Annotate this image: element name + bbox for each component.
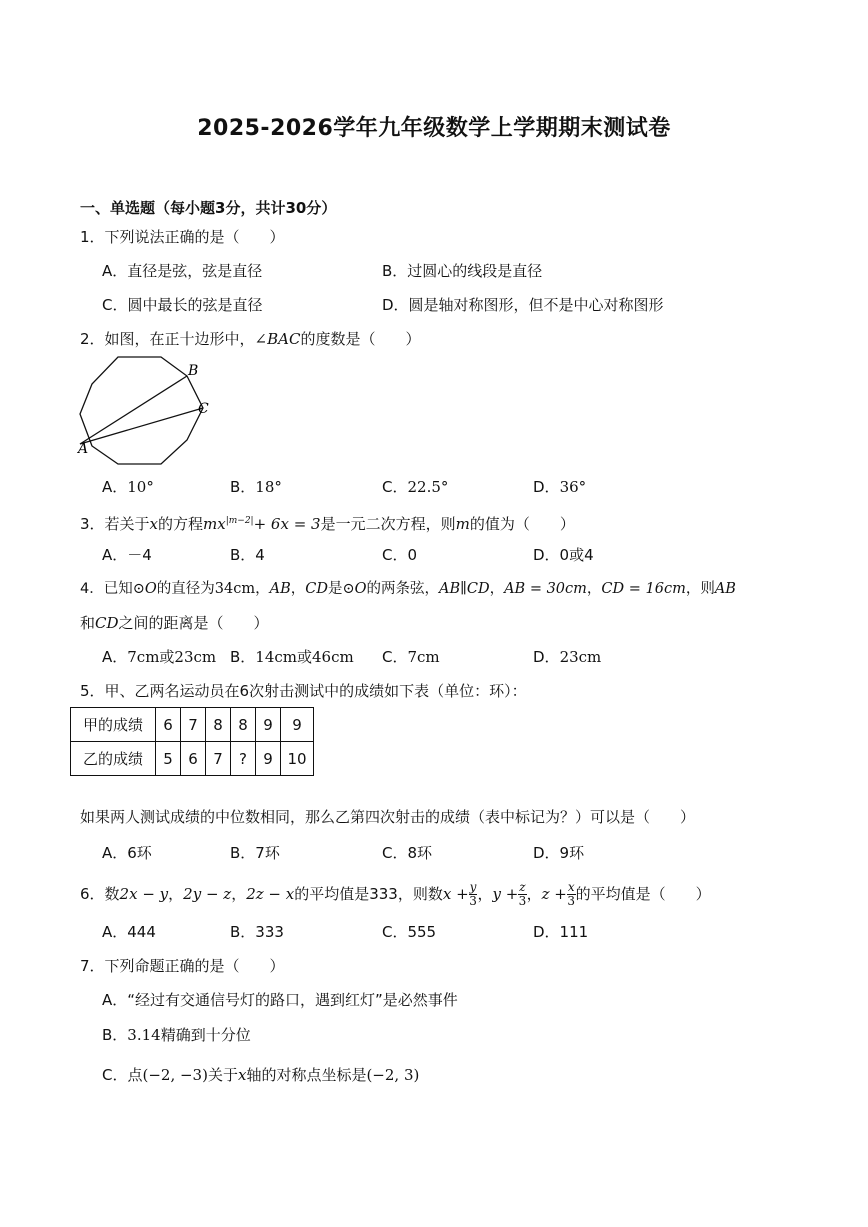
q6-stem: [80, 878, 711, 910]
table-row-yi: [71, 742, 314, 776]
q4-text-2: 的直径为: [156, 581, 215, 597]
row-label: 甲的成绩: [71, 708, 156, 742]
q3-equation-exponent: |m−2|: [225, 516, 254, 526]
q7-option-c-text1: 关于: [207, 1066, 238, 1084]
row-label: 乙的成绩: [71, 742, 156, 776]
q7-point-1: (−2, −3): [142, 1066, 208, 1084]
q2-option-b-value: 18°: [255, 478, 282, 496]
q1-option-a: A．直径是弦，弦是直径: [102, 262, 263, 280]
q3-equation-base: mx: [203, 515, 226, 533]
table-cell: 7: [181, 708, 206, 742]
q4-option-d-label: D．: [533, 648, 560, 666]
vertex-label-a: A: [78, 441, 89, 457]
section-heading: 一、单选题（每小题3分，共计30分）: [80, 199, 337, 217]
q2-option-d-label: D．: [533, 478, 560, 496]
q4-stem-line2: [80, 613, 269, 633]
q4-cd-length: CD = 16cm: [601, 581, 686, 597]
q6-frac3-den: 3: [567, 894, 576, 908]
q6-sep-4: ，: [526, 885, 542, 903]
q7-option-a: A．“经过有交通信号灯的路口，遇到红灯”是必然事件: [102, 991, 458, 1009]
q2-option-a: [102, 477, 154, 497]
q7-option-b-text: 精确到十分位: [160, 1026, 251, 1044]
q7-stem: 7．下列命题正确的是（ ）: [80, 957, 285, 975]
q7-point-2: (−2, 3): [366, 1066, 420, 1084]
q4-text-5: 是: [327, 581, 343, 597]
q3-stem-post: 的值为（ ）: [469, 515, 575, 533]
q2-option-a-value: 10°: [127, 478, 154, 496]
q5-stem: 5．甲、乙两名运动员在6次射击测试中的成绩如下表（单位：环）：: [80, 682, 527, 700]
decagon-shape: [80, 357, 203, 464]
q4-option-b-label: B．: [230, 648, 256, 666]
vertex-label-b: B: [188, 363, 199, 379]
q6-sep-3: ，: [477, 885, 493, 903]
q4-chord-cd: CD: [305, 581, 328, 597]
q7-var-x: x: [237, 1066, 247, 1084]
q4-line2-post: 之间的距离是（ ）: [118, 614, 269, 632]
q4-chord-ab: AB: [269, 581, 291, 597]
q7-option-c-label: C．点: [102, 1066, 143, 1084]
q6-expr-2: 2y − z: [183, 885, 232, 903]
q4-chord-cd-2: CD: [95, 614, 119, 632]
q2-stem-pre: 2．如图，在正十边形中，: [80, 330, 255, 348]
q4-text-9: ，则: [685, 581, 715, 597]
q3-stem-mid2: 是一元二次方程，则: [320, 515, 456, 533]
q6-sep-2: ，: [231, 885, 247, 903]
q4-option-b: [230, 647, 354, 667]
q6-option-a: A．444: [102, 923, 156, 941]
q6-option-c: C．555: [382, 923, 437, 941]
q3-option-d: D．0或4: [533, 546, 594, 564]
q5-option-b: B．7环: [230, 844, 280, 862]
q4-circle-o: ⊙O: [132, 581, 157, 597]
q2-stem: [80, 329, 420, 349]
q4-option-a-value: 7cm或23cm: [127, 648, 217, 666]
q4-text-3: ，: [255, 581, 270, 597]
q2-option-d: [533, 477, 586, 497]
q4-text-1: 4．已知: [80, 581, 133, 597]
q5-option-a: A．6环: [102, 844, 152, 862]
q5-option-d: D．9环: [533, 844, 585, 862]
q6-text-3: 的平均值是（ ）: [575, 885, 711, 903]
scores-table: [70, 707, 314, 776]
q6-frac1-den: 3: [469, 894, 477, 908]
q1-option-b: B．过圆心的线段是直径: [382, 262, 543, 280]
q1-option-c: C．圆中最长的弦是直径: [102, 296, 263, 314]
table-cell: 8: [206, 708, 231, 742]
table-row-jia: [71, 708, 314, 742]
q3-option-c: C．0: [382, 546, 418, 564]
q7-option-b-label: B．: [102, 1026, 128, 1044]
q2-stem-post: 的度数是（ ）: [300, 330, 421, 348]
q4-line2-pre: 和: [80, 614, 96, 632]
q3-equation-rest: + 6x = 3: [253, 515, 321, 533]
q6-frac2-den: 3: [518, 894, 527, 908]
q3-var-x: x: [149, 515, 159, 533]
q6-sep-1: ，: [168, 885, 184, 903]
q2-option-b-label: B．: [230, 478, 256, 496]
q7-option-c-text2: 轴的对称点坐标是: [246, 1066, 367, 1084]
q6-fraction-3: [567, 881, 576, 908]
q4-option-a-label: A．: [102, 648, 128, 666]
q4-option-c: [382, 647, 440, 667]
q4-text-4: ，: [290, 581, 306, 597]
q6-frac2-num: z: [519, 880, 526, 894]
q3-stem: [80, 511, 575, 534]
table-cell: 9: [281, 708, 314, 742]
table-cell: 8: [231, 708, 256, 742]
q4-text-7: ，: [489, 581, 505, 597]
table-cell: 9: [256, 742, 281, 776]
q6-frac2-pre: y +: [492, 885, 519, 903]
q5-after-text: 如果两人测试成绩的中位数相同，那么乙第四次射击的成绩（表中标记为？）可以是（ ）: [80, 808, 696, 826]
q6-frac1-pre: x +: [442, 885, 469, 903]
q2-option-c: [382, 477, 448, 497]
q2-option-c-label: C．: [382, 478, 408, 496]
q6-text-2: 的平均值是333，则数: [294, 885, 443, 903]
q4-parallel: AB∥CD: [439, 581, 490, 597]
q4-option-a: [102, 647, 216, 667]
table-cell: 9: [256, 708, 281, 742]
vertex-label-c: C: [198, 401, 209, 417]
q4-text-6: 的两条弦，: [366, 581, 440, 597]
q7-option-b: [102, 1025, 251, 1045]
q6-option-d: D．111: [533, 923, 589, 941]
q4-circle-o-2: ⊙O: [342, 581, 367, 597]
q6-frac3-pre: z +: [541, 885, 567, 903]
table-cell: 6: [181, 742, 206, 776]
q4-ab-length: AB = 30cm: [504, 581, 587, 597]
q6-text-1: 6．数: [80, 885, 120, 903]
q6-expr-3: 2z − x: [246, 885, 295, 903]
q2-option-b: [230, 477, 282, 497]
table-cell: ?: [231, 742, 256, 776]
q2-option-d-value: 36°: [559, 478, 587, 496]
q4-diameter: 34cm: [214, 581, 256, 597]
q4-option-d-value: 23cm: [559, 648, 602, 666]
q4-option-b-value: 14cm或46cm: [255, 648, 354, 666]
q4-chord-ab-2: AB: [714, 581, 736, 597]
q4-text-8: ，: [586, 581, 602, 597]
table-cell: 10: [281, 742, 314, 776]
q1-option-d: D．圆是轴对称图形，但不是中心对称图形: [382, 296, 664, 314]
segment-ac: [80, 408, 203, 444]
q5-option-c: C．8环: [382, 844, 433, 862]
table-cell: 5: [156, 742, 181, 776]
q6-frac1-num: y: [469, 880, 477, 894]
q6-option-b: B．333: [230, 923, 284, 941]
q2-option-a-label: A．: [102, 478, 128, 496]
decagon-figure: [74, 352, 224, 472]
q7-option-c: [102, 1065, 419, 1085]
q4-option-c-label: C．: [382, 648, 408, 666]
q2-option-c-value: 22.5°: [407, 478, 449, 496]
q3-option-b: B．4: [230, 546, 265, 564]
page-title: 2025-2026学年九年级数学上学期期末测试卷: [197, 116, 671, 141]
q3-option-a: A．－4: [102, 546, 152, 564]
q7-option-b-number: 3.14: [127, 1026, 161, 1044]
q4-option-d: [533, 647, 601, 667]
q3-stem-mid1: 的方程: [158, 515, 204, 533]
table-cell: 6: [156, 708, 181, 742]
q6-expr-1: 2x − y: [119, 885, 169, 903]
q1-stem: 1．下列说法正确的是（ ）: [80, 228, 285, 246]
q4-stem-line1: [80, 579, 736, 599]
q6-fraction-2: [518, 881, 526, 908]
q3-stem-pre: 3．若关于: [80, 515, 150, 533]
q2-angle: ∠BAC: [254, 330, 301, 348]
q4-option-c-value: 7cm: [407, 648, 440, 666]
segment-ab: [80, 376, 187, 444]
table-cell: 7: [206, 742, 231, 776]
q6-frac3-num: x: [567, 880, 575, 894]
q3-var-m: m: [455, 515, 470, 533]
